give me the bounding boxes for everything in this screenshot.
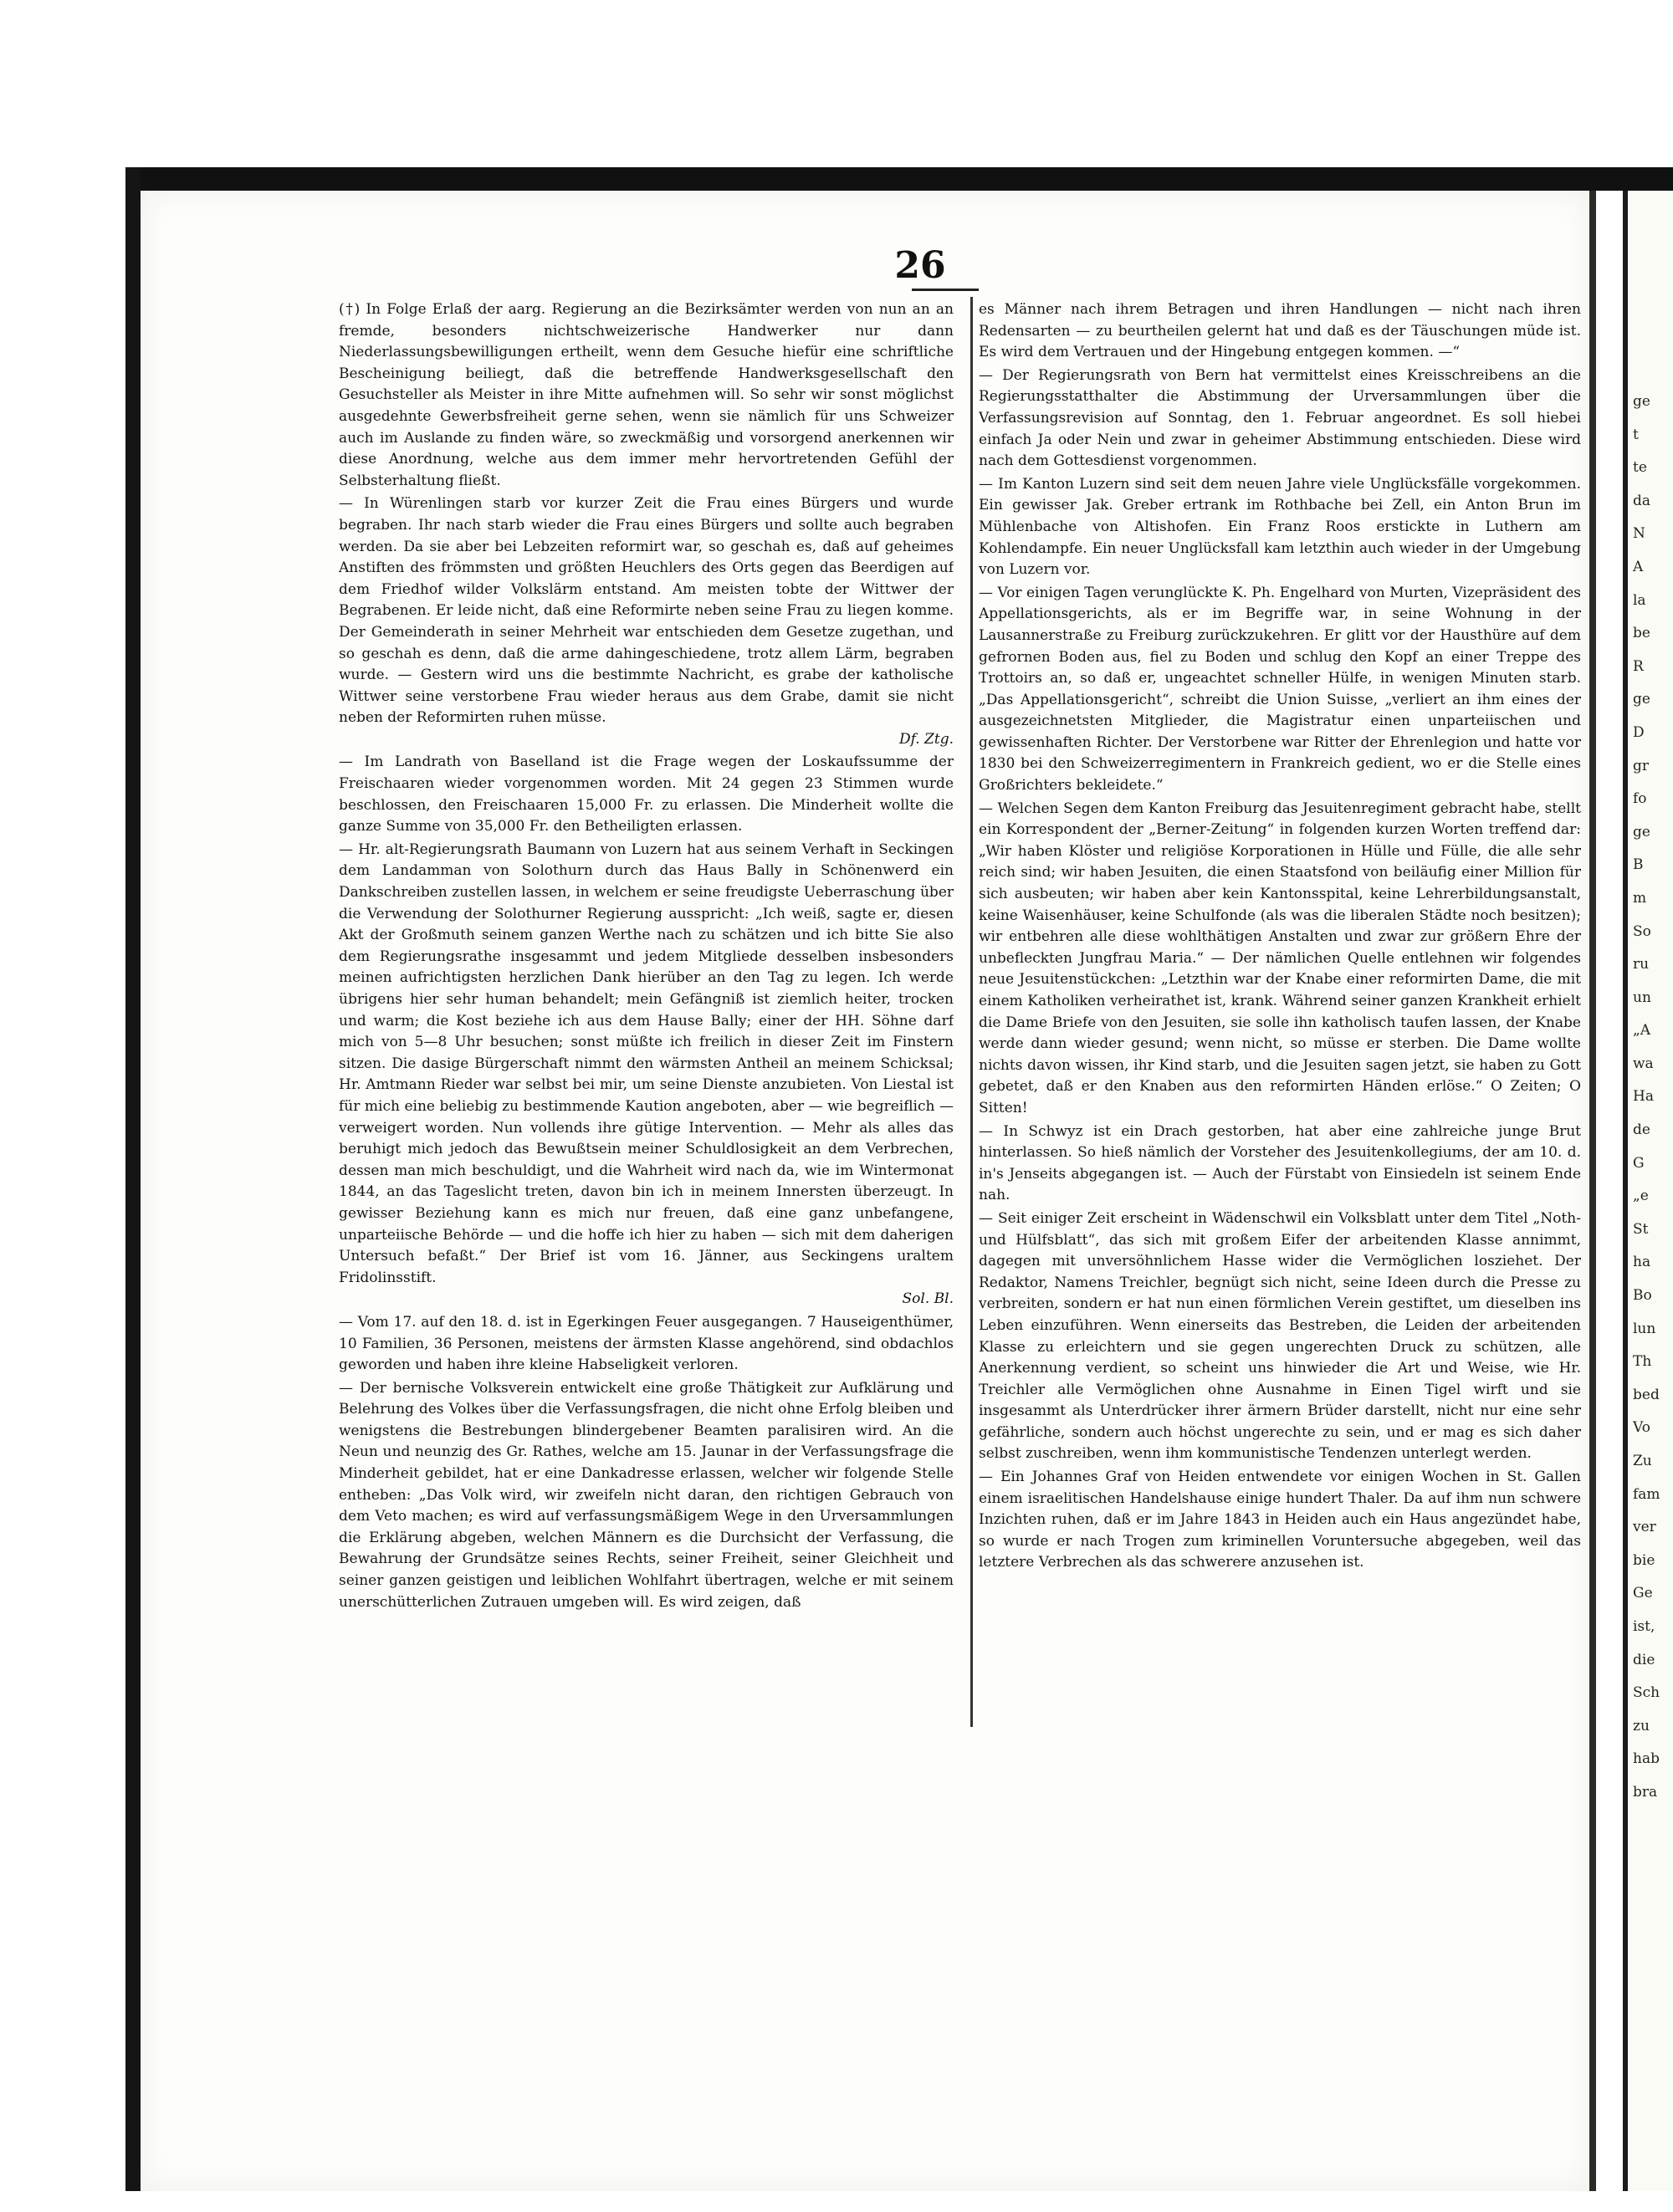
article-paragraph bbox=[339, 1378, 954, 1614]
article-paragraph bbox=[979, 365, 1581, 473]
article-source: Df. Ztg. bbox=[898, 730, 954, 748]
adjacent-page-text: ge bbox=[1633, 691, 1650, 708]
adjacent-page-text: wa bbox=[1633, 1055, 1654, 1072]
column-divider bbox=[970, 297, 973, 1727]
adjacent-page-text: de bbox=[1633, 1121, 1650, 1139]
article-paragraph bbox=[979, 474, 1581, 581]
adjacent-page-text: ist, bbox=[1633, 1617, 1655, 1635]
adjacent-page-text: bie bbox=[1633, 1551, 1655, 1569]
article-paragraph bbox=[979, 1208, 1581, 1465]
adjacent-page-text: Ge bbox=[1633, 1585, 1653, 1602]
scan-left-border bbox=[125, 167, 141, 2191]
scan-top-band bbox=[125, 167, 1673, 191]
adjacent-page-text: bra bbox=[1633, 1783, 1658, 1801]
article-paragraph bbox=[979, 299, 1581, 364]
article-text: — Im Kanton Luzern sind seit dem neuen Jahre viele Unglücksfälle vorgekommen. Ein gewisser Jak. Greber ertrank im Rothbache bei Zell, ein Anton Brun im Mühlenbache von Altishofen. Ein Franz Roos erstickte in Luthern am Kohlendampfe. Ein neuer Unglücksfall kam letzthin auch wieder in der Umgebung von Luzern vor. bbox=[979, 475, 1581, 579]
adjacent-page-text: lun bbox=[1633, 1320, 1656, 1337]
article-text: (†) In Folge Erlaß der aarg. Regierung an die Bezirksämter werden von nun an an fremde, besonders nichtschweizerische Handwerker nur dann Niederlassungsbewilligungen ertheilt, wenn dem Gesuche hiefür eine schriftliche Bescheinigung beiliegt, daß die betreffende Handwerksgesellschaft den Gesuchsteller als Meister in ihre Mitte aufnehmen will. So sehr wir sonst möglichst ausgedehnte Gewerbsfreiheit gerne sehen, wenn sie nämlich für uns Schweizer auch im Auslande zu finden wäre, so zweckmäßig und vorsorgend anerkennen wir diese Anordnung, welche aus dem immer mehr hervortretenden Gefühl der Selbsterhaltung fließt. bbox=[339, 301, 954, 489]
article-paragraph bbox=[339, 752, 954, 837]
article-paragraph bbox=[339, 299, 954, 492]
adjacent-page-text: Sch bbox=[1633, 1684, 1660, 1702]
article-text: — Ein Johannes Graf von Heiden entwendete vor einigen Wochen in St. Gallen einem israelitischen Handelshause einige hundert Thaler. Da auf ihm nun schwere Inzichten ruhen, daß er im Jahre 1843 in Heiden auch ein Haus angezündet habe, so wurde er nach Trogen zum kriminellen Voruntersuche abgegeben, weil das letztere Verbrechen als das schwerere anzusehen ist. bbox=[979, 1469, 1581, 1571]
article-paragraph bbox=[979, 799, 1581, 1120]
adjacent-page-text: R bbox=[1633, 657, 1644, 675]
adjacent-page-text: m bbox=[1633, 889, 1647, 907]
adjacent-page-text: „A bbox=[1633, 1022, 1651, 1040]
article-text: — In Schwyz ist ein Drach gestorben, hat aber eine zahlreiche junge Brut hinterlassen. So hieß nämlich der Vorsteher des Jesuitenkollegiums, der am 10. d. in's Jenseits abgegangen ist. — Auch der Fürstabt von Einsiedeln ist seinem Ende nah. bbox=[979, 1122, 1581, 1204]
adjacent-page-text: te bbox=[1633, 459, 1647, 477]
article-text: — Der bernische Volksverein entwickelt eine große Thätigkeit zur Aufklärung und Belehrung des Volkes über die Verfassungsfragen, die nicht ohne Erfolg bleiben und wenigstens die Bestrebungen blindergebener Beamten paralisiren wird. An die Neun und neunzig des Gr. Rathes, welche am 15. Jaunar in der Verfassungsfrage die Minderheit gebildet, hat er eine Dankadresse erlassen, welcher wir folgende Stelle entheben: „Das Volk wird, wir zweifeln nicht daran, den richtigen Gebrauch von dem Veto machen; es wird auf verfassungsmäßigem Wege in den Urversammlungen die Erklärung abgeben, welchen Männern es die Durchsicht der Verfassung, die Bewahrung der Grundsätze seines Rechts, seiner Freiheit, seiner Gleichheit und seiner ganzen geistigen und leiblichen Wohlfahrt übertragen, welche er mit seinem unerschütterlichen Zutrauen umgeben will. Es wird zeigen, daß bbox=[339, 1379, 954, 1611]
adjacent-page-text: St bbox=[1633, 1220, 1649, 1238]
article-paragraph bbox=[339, 840, 954, 1310]
adjacent-page-text: Th bbox=[1633, 1353, 1652, 1371]
article-text: — Vom 17. auf den 18. d. ist in Egerkingen Feuer ausgegangen. 7 Hauseigenthümer, 10 Familien, 36 Personen, meistens der ärmsten Klasse angehörend, sind obdachlos geworden und haben ihre kleine Habseligkeit verloren. bbox=[339, 1313, 954, 1374]
adjacent-page-text: ver bbox=[1633, 1519, 1656, 1536]
adjacent-page-text: hab bbox=[1633, 1750, 1660, 1768]
page-number: 26 bbox=[894, 244, 946, 287]
adjacent-page-text: So bbox=[1633, 922, 1651, 940]
adjacent-page-text: D bbox=[1633, 723, 1645, 741]
adjacent-page-text: t bbox=[1633, 426, 1639, 443]
left-column bbox=[339, 299, 954, 1721]
article-source: Sol. Bl. bbox=[902, 1290, 954, 1308]
article-paragraph bbox=[979, 583, 1581, 797]
adjacent-page-text: la bbox=[1633, 591, 1646, 609]
adjacent-page-text: ge bbox=[1633, 393, 1650, 410]
adjacent-page-text: die bbox=[1633, 1651, 1655, 1668]
adjacent-page-text: G bbox=[1633, 1154, 1645, 1172]
article-paragraph bbox=[339, 493, 954, 750]
adjacent-page-text: un bbox=[1633, 989, 1651, 1006]
right-column bbox=[979, 299, 1581, 1721]
adjacent-page-text: B bbox=[1633, 856, 1644, 874]
adjacent-page-text: Ha bbox=[1633, 1088, 1654, 1106]
adjacent-page-text: A bbox=[1633, 558, 1644, 575]
adjacent-page-border bbox=[1623, 191, 1628, 2191]
article-paragraph bbox=[979, 1467, 1581, 1574]
adjacent-page-text: ha bbox=[1633, 1254, 1651, 1271]
article-text: — Der Regierungsrath von Bern hat vermittelst eines Kreisschreibens an die Regierungsstatthalter die Abstimmung der Urversammlungen über die Verfassungsrevision auf Sonntag, den 1. Februar angeordnet. Es soll hiebei einfach Ja oder Nein und zwar in geheimer Abstimmung entschieden. Diese wird nach dem Gottesdienst vorgenommen. bbox=[979, 366, 1581, 470]
article-text: — Im Landrath von Baselland ist die Frage wegen der Loskaufssumme der Freischaaren wieder vorgenommen worden. Mit 24 gegen 23 Stimmen wurde beschlossen, den Freischaaren 15,000 Fr. zu erlassen. Die Minderheit wollte die ganze Summe von 35,000 Fr. den Betheiligten erlassen. bbox=[339, 754, 954, 835]
adjacent-page-text: ge bbox=[1633, 823, 1650, 840]
adjacent-page-text: da bbox=[1633, 492, 1651, 509]
article-text: — Vor einigen Tagen verunglückte K. Ph. Engelhard von Murten, Vizepräsident des Appellationsgerichts, als er im Begriffe war, in seine Wohnung in der Lausannerstraße zu Freiburg zurückzukehren. Er glitt vor der Hausthüre auf dem gefrornen Boden aus, fiel zu Boden und schlug den Kopf an einer Treppe des Trottoirs an, so daß er, ungeachtet schneller Hülfe, in wenigen Minuten starb. „Das Appellationsgericht“, schreibt die Union Suisse, „verliert an ihm eines der ausgezeichnetsten Mitglieder, die Magistratur einen unparteiischen und gewissenhaften Richter. Der Verstorbene war Ritter der Ehrenlegion und hatte vor 1830 bei den Schweizerregimentern in Frankreich gedient, wo er die Stelle eines Großrichters bekleidete.“ bbox=[979, 584, 1581, 794]
article-paragraph bbox=[339, 1312, 954, 1377]
adjacent-page-text: fam bbox=[1633, 1485, 1660, 1503]
adjacent-page-text: Vo bbox=[1633, 1419, 1650, 1437]
adjacent-page-text: bed bbox=[1633, 1386, 1660, 1403]
page-edge bbox=[1589, 191, 1596, 2191]
article-text: — In Würenlingen starb vor kurzer Zeit die Frau eines Bürgers und wurde begraben. Ihr nach starb wieder die Frau eines Bürgers und sollte auch begraben werden. Da sie aber bei Lebzeiten reformirt war, so geschah es, daß auf geheimes Anstiften des frömmsten und größten Heuchlers des Orts gegen das Beerdigen auf dem Friedhof wilder Volkslärm entstand. Am meisten tobte der Wittwer der Begrabenen. Er leide nicht, daß eine Reformirte neben seine Frau zu liegen komme. Der Gemeinderath in seiner Mehrheit war entschieden dem Gesetze zugethan, und so geschah es denn, daß die arme dahingeschiedene, trotz allem Lärm, begraben wurde. — Gestern wird uns die bestimmte Nachricht, es grabe der katholische Wittwer seine verstorbene Frau wieder heraus aus dem Grabe, damit sie nicht neben der Reformirten ruhen müsse. bbox=[339, 495, 954, 727]
adjacent-page-fragment bbox=[1623, 191, 1673, 2191]
adjacent-page-text: gr bbox=[1633, 757, 1650, 774]
adjacent-page-text: Bo bbox=[1633, 1287, 1652, 1305]
adjacent-page-text: N bbox=[1633, 525, 1645, 543]
article-paragraph bbox=[979, 1121, 1581, 1207]
article-text: — Seit einiger Zeit erscheint in Wädenschwil ein Volksblatt unter dem Titel „Noth- und Hülfsblatt“, das sich mit großem Eifer der arbeitenden Klasse annimmt, dagegen mit unversöhnlichem Hasse wider die Vermöglichen losziehet. Der Redaktor, Namens Treichler, begnügt sich nicht, seine Ideen durch die Presse zu verbreiten, sondern er hat nun einen förmlichen Verein gestiftet, um dieselben ins Leben einzuführen. Wenn einerseits das Bestreben, die Leiden der arbeitenden Klasse zu erleichtern und sie gegen ungerechten Druck zu schützen, alle Anerkennung verdient, so scheint uns hinwieder die Art und Weise, wie Hr. Treichler alle Vermöglichen ohne Ausnahme in Einen Tigel wirft und sie insgesammt als Unterdrücker ihrer ärmern Brüder darstellt, nicht nur eine sehr gefährliche, sondern auch höchst ungerechte zu sein, und er mag es sich daher selbst zuschreiben, wenn ihm kommunistische Tendenzen unterlegt werden. bbox=[979, 1209, 1581, 1463]
article-text: es Männer nach ihrem Betragen und ihren Handlungen — nicht nach ihren Redensarten — zu beurtheilen gelernt hat und daß es der Täuschungen müde ist. Es wird dem Vertrauen und der Hingebung entgegen kommen. —“ bbox=[979, 301, 1581, 361]
adjacent-page-text: zu bbox=[1633, 1717, 1650, 1734]
adjacent-page-text: fo bbox=[1633, 790, 1647, 808]
article-text: — Welchen Segen dem Kanton Freiburg das Jesuitenregiment gebracht habe, stellt ein Korrespondent der „Berner-Zeitung“ in folgenden kurzen Worten treffend dar: „Wir haben Klöster und religiöse Korporationen in Hülle und Fülle, die alle sehr reich sind; wir haben Jesuiten, die einen Staatsfond von beiläufig einer Million für sich ausbeuten; wir haben aber kein Kantonsspital, keine Lehrerbildungsanstalt, keine Waisenhäuser, keine Schulfonde (als was die liberalen Städte noch besitzen); wir entbehren alle diese wohlthätigen Anstalten und zwar zur größern Ehre der unbefleckten Jungfrau Maria.“ — Der nämlichen Quelle entlehnen wir folgendes neue Jesuitenstückchen: „Letzthin war der Knabe einer reformirten Dame, die mit einem Katholiken verheirathet ist, krank. Während seiner ganzen Krankheit erhielt die Dame Briefe von den Jesuiten, sie solle ihn katholisch taufen lassen, der Knabe werde dann wieder gesund; wenn nicht, so müsse er sterben. Die Dame wollte nichts davon wissen, ihr Kind starb, und die Jesuiten sagen jetzt, sie haben zu Gott gebetet, daß er den Knaben aus den reformirten Händen erlöse.“ O Zeiten; O Sitten! bbox=[979, 799, 1581, 1116]
page-number-underline bbox=[912, 289, 979, 291]
adjacent-page-text: Zu bbox=[1633, 1453, 1652, 1469]
adjacent-page-text: „e bbox=[1633, 1188, 1649, 1205]
adjacent-page-text: ru bbox=[1633, 956, 1650, 973]
adjacent-page-text: be bbox=[1633, 625, 1650, 642]
article-text: — Hr. alt-Regierungsrath Baumann von Luzern hat aus seinem Verhaft in Seckingen dem Landamman von Solothurn durch das Haus Bally in Schönenwerd ein Dankschreiben zustellen lassen, in welchem er seine freudigste Ueberraschung über die Verwendung der Solothurner Regierung ausspricht: „Ich weiß, sagte er, diesen Akt der Großmuth seinem ganzen Werthe nach zu schätzen und ich bitte Sie also dem Regierungsrathe insgesammt und jedem Mitgliede desselben insbesonders meinen aufrichtigsten herzlichen Dank hierüber an den Tag zu legen. Ich werde übrigens hier sehr human behandelt; mein Gefängniß ist ziemlich heiter, trocken und warm; die Kost beziehe ich aus dem Hause Bally; einer der HH. Söhne darf mich von 5—8 Uhr besuchen; sonst müßte ich freilich in dieser Zeit im Finstern sitzen. Die dasige Bürgerschaft nimmt den wärmsten Antheil an meinem Schicksal; Hr. Amtmann Rieder war selbst bei mir, um seine Dienste anzubieten. Von Liestal ist für mich eine beliebig zu bestimmende Kaution angeboten, aber — wie begreiflich — verweigert worden. Nun vollends ihre gütige Intervention. — Mehr als alles das beruhigt mich jedoch das Bewußtsein meiner Schuldlosigkeit an dem Verbrechen, dessen man mich beschuldigt, und die Wahrheit wird nach da, wie im Wintermonat 1844, an das Tageslicht treten, davon bin ich in meinem Innersten überzeugt. In gewisser Beziehung kann es mich nur freuen, daß eine ganz unbefangene, unparteiische Behörde — und die hoffe ich hier zu haben — sich mit dem daherigen Untersuch befaßt.“ Der Brief ist vom 16. Jänner, aus Seckingens uraltem Fridolinsstift. bbox=[339, 840, 954, 1286]
